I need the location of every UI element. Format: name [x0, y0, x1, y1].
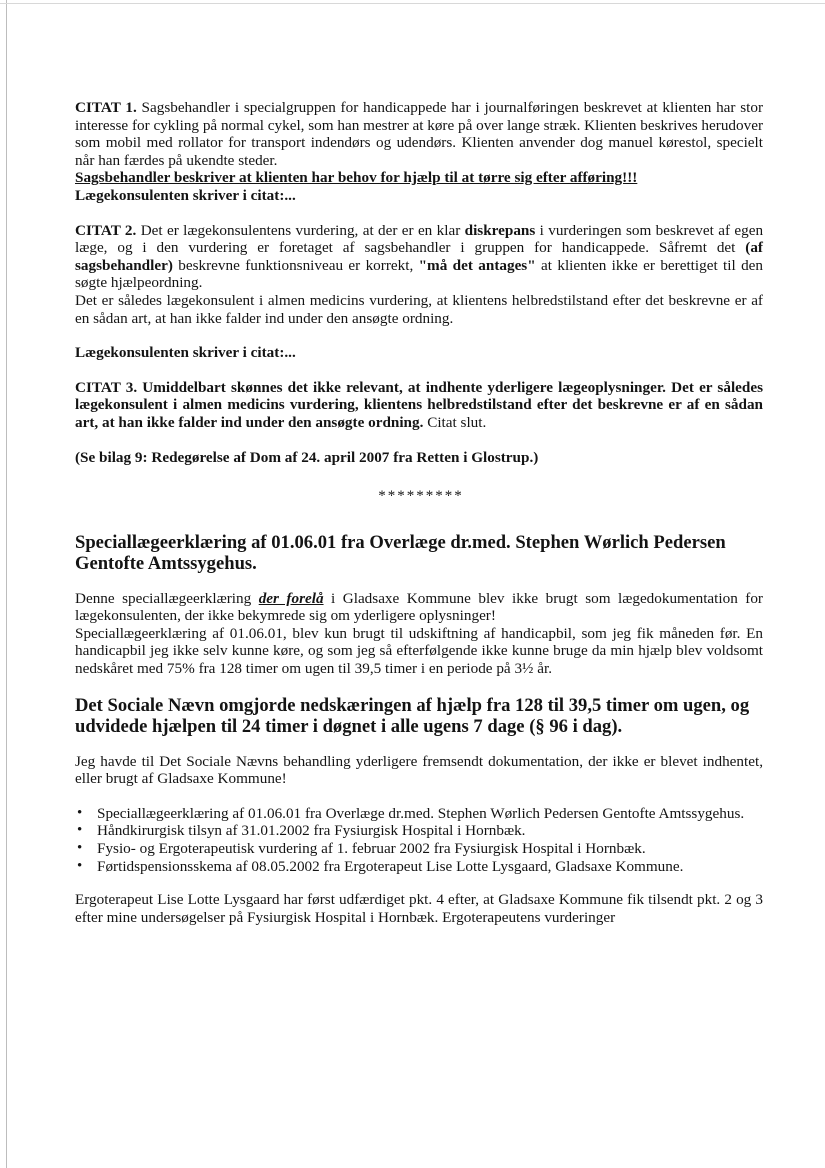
- document-page: [75, 99, 763, 926]
- bilag-note: (Se bilag 9: Redegørelse af Dom af 24. april 2007 fra Retten i Glostrup.): [75, 448, 539, 466]
- citat-3-paragraph: CITAT 3. Umiddelbart skønnes det ikke relevant, at indhente yderligere lægeoplysninger. Det er således lægekonsulent i almen medicins vurdering, klientens helbredstilstand efter det beskrevne er af en sådan art, at han ikke falder ind under den ansøgte ordning. Citat slut.: [75, 378, 763, 431]
- list-item: • Fysio- og Ergoterapeutisk vurdering af 1. februar 2002 fra Fysiurgisk Hospital i Hornbæk.: [97, 840, 763, 858]
- citat-1-label: CITAT 1.: [75, 99, 137, 116]
- citat-2-label: CITAT 2.: [75, 221, 137, 239]
- quote-intro-2: Lægekonsulenten skriver i citat:...: [75, 344, 296, 362]
- list-item: • Speciallægeerklæring af 01.06.01 fra Overlæge dr.med. Stephen Wørlich Pedersen Gentofte Amtssygehus.: [97, 805, 763, 823]
- section-1-paragraph: Denne speciallægeerklæring der forelå i Gladsaxe Kommune blev ikke brugt som lægedokumentation for lægekonsulenten, der ikke bekymrede sig om yderligere oplysninger! Speciallægeerklæring af 01.06.01, blev kun brugt til udskiftning af handicapbil, som jeg fik måneden før. En handicapbil jeg ikke selv kunne køre, og som jeg så efterfølgende ikke kunne bruge da min hjælp blev voldsomt nedskåret med 75% fra 128 timer om ugen til 39,5 timer i en periode på 3½ år.: [75, 589, 763, 678]
- section-2-closing: Ergoterapeut Lise Lotte Lysgaard har først udfærdiget pkt. 4 efter, at Gladsaxe Kommune fik tilsendt pkt. 2 og 3 efter mine undersøgelser på Fysiurgisk Hospital i Hornbæk. Ergoterapeutens vurderinger: [75, 891, 763, 926]
- list-item: • Førtidspensionsskema af 08.05.2002 fra Ergoterapeut Lise Lotte Lysgaard, Gladsaxe Kommune.: [97, 858, 763, 876]
- section-2-intro: Jeg havde til Det Sociale Nævns behandling yderligere fremsendt dokumentation, der ikke er blevet indhentet, eller brugt af Gladsaxe Kommune!: [75, 752, 763, 788]
- separator: *********: [378, 488, 464, 505]
- citat-1-underlined: Sagsbehandler beskriver at klienten har behov for hjælp til at tørre sig efter afføring!!!: [75, 169, 638, 187]
- section-heading-sociale-naevn: Det Sociale Nævn omgjorde nedskæringen af hjælp fra 128 til 39,5 timer om ugen, og udvidede hjælpen til 24 timer i døgnet i alle ugens 7 dage (§ 96 i dag).: [75, 694, 750, 737]
- citat-2-paragraph: CITAT 2. Det er lægekonsulentens vurdering, at der er en klar diskrepans i vurderingen som beskrevet af egen læge, og i den vurdering er foretaget af sagsbehandler i gruppen for handicappede. Såfremt det (af sagsbehandler) beskrevne funktionsniveau er korrekt, "må det antages" at klienten ikke er berettiget til den søgte hjælpeordning.: [75, 221, 764, 292]
- citat-1-paragraph: [75, 99, 763, 169]
- scan-edge: [6, 0, 7, 1168]
- list-item: • Håndkirurgisk tilsyn af 31.01.2002 fra Fysiurgisk Hospital i Hornbæk.: [97, 822, 763, 840]
- section-heading-speciallaege: Speciallægeerklæring af 01.06.01 fra Overlæge dr.med. Stephen Wørlich Pedersen Gentofte Amtssygehus.: [75, 531, 726, 574]
- documentation-list: [75, 805, 763, 875]
- citat-1-text: Sagsbehandler i specialgruppen for handicappede har i journalføringen beskrevet at klienten har stor interesse for cykling på normal cykel, som han mestrer at køre på over lange stræk. Klienten beskrives herudover som mobil med rollator for transport indendørs og udendørs. Klienten anvender dog manuel kørestol, specielt når han færdes på ukendte steder.: [75, 99, 764, 169]
- scan-edge-top: [0, 3, 825, 4]
- citat-2-paragraph-2: Det er således lægekonsulent i almen medicins vurdering, at klientens helbredstilstand efter det beskrevne er af en sådan art, at han ikke falder ind under den ansøgte ordning.: [75, 291, 763, 327]
- quote-intro-1: Lægekonsulenten skriver i citat:...: [75, 186, 296, 204]
